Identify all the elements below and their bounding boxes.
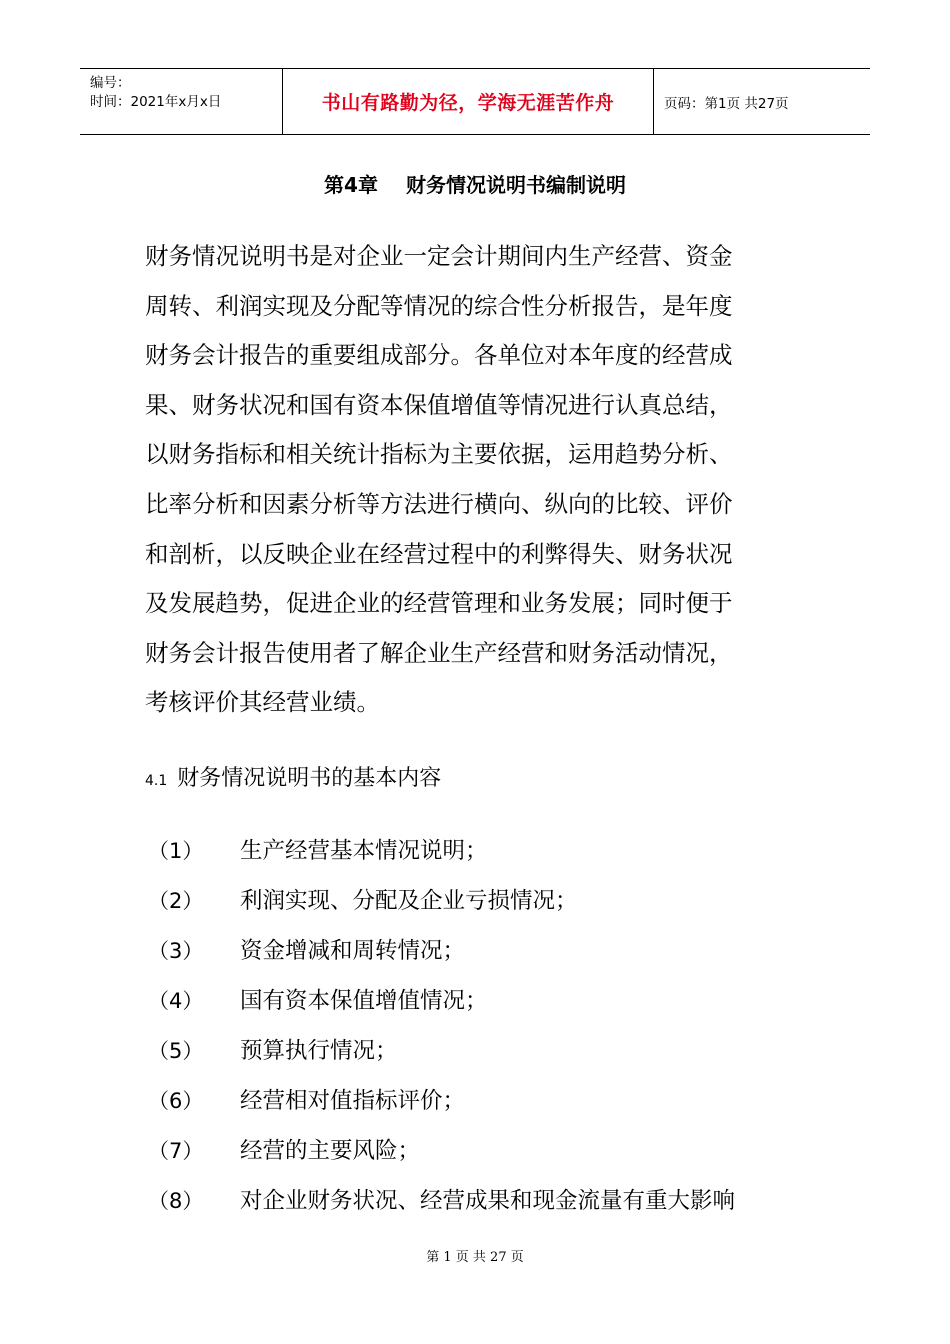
list-item-text: 经营的主要风险； [240, 1138, 421, 1164]
list-item [148, 1185, 818, 1235]
chapter-title [0, 171, 950, 199]
document-header [80, 68, 870, 135]
list-item-index: （1） [148, 839, 204, 863]
list-item [148, 1135, 818, 1185]
section-number: 4.1 [145, 773, 168, 789]
list-item-index: （7） [148, 1139, 204, 1163]
header-meta [80, 69, 282, 134]
list-item [148, 1085, 818, 1135]
content-list [148, 835, 818, 1235]
list-item-text: 对企业财务状况、经营成果和现金流量有重大影响 [240, 1188, 736, 1214]
list-item [148, 1035, 818, 1085]
list-item [148, 935, 818, 985]
paragraph-line: 和剖析，以反映企业在经营过程中的利弊得失、财务状况 [145, 539, 733, 568]
document-code-label: 编号： [90, 75, 131, 91]
list-item [148, 885, 818, 935]
document-date: 时间：2021年x月x日 [90, 94, 222, 110]
list-item [148, 835, 818, 885]
list-item-index: （5） [148, 1039, 204, 1063]
paragraph-line: 比率分析和因素分析等方法进行横向、纵向的比较、评价 [145, 489, 733, 518]
intro-paragraph [145, 232, 810, 728]
list-item-index: （3） [148, 939, 204, 963]
list-item-text: 生产经营基本情况说明； [240, 838, 488, 864]
list-item-index: （8） [148, 1189, 204, 1213]
paragraph-line: 以财务指标和相关统计指标为主要依据，运用趋势分析、 [145, 440, 733, 469]
chapter-heading-text: 财务情况说明书编制说明 [405, 173, 626, 197]
list-item-text: 国有资本保值增值情况； [240, 988, 488, 1014]
list-item-text: 预算执行情况； [240, 1038, 398, 1064]
paragraph-line: 及发展趋势，促进企业的经营管理和业务发展；同时便于 [145, 589, 733, 618]
page-footer: 第 1 页 共 27 页 [426, 1250, 524, 1265]
list-item-index: （2） [148, 889, 204, 913]
list-item-text: 资金增减和周转情况； [240, 938, 466, 964]
header-page-info: 页码：第1页 共27页 [664, 95, 789, 112]
list-item-index: （6） [148, 1089, 204, 1113]
paragraph-line: 果、财务状况和国有资本保值增值等情况进行认真总结， [145, 390, 733, 419]
list-item-text: 经营相对值指标评价； [240, 1088, 466, 1114]
list-item [148, 985, 818, 1035]
paragraph-line: 财务会计报告使用者了解企业生产经营和财务活动情况， [145, 638, 733, 667]
paragraph-line: 周转、利润实现及分配等情况的综合性分析报告，是年度 [145, 291, 733, 320]
list-item-text: 利润实现、分配及企业亏损情况； [240, 888, 578, 914]
section-title: 财务情况说明书的基本内容 [177, 766, 442, 791]
paragraph-line: 财务情况说明书是对企业一定会计期间内生产经营、资金 [145, 242, 733, 270]
paragraph-line: 财务会计报告的重要组成部分。各单位对本年度的经营成 [145, 341, 733, 370]
section-heading [145, 763, 441, 797]
header-motto: 书山有路勤为径，学海无涯苦作舟 [282, 69, 654, 134]
chapter-number: 第4章 [324, 173, 378, 197]
list-item-index: （4） [148, 989, 204, 1013]
paragraph-line: 考核评价其经营业绩。 [145, 688, 380, 717]
